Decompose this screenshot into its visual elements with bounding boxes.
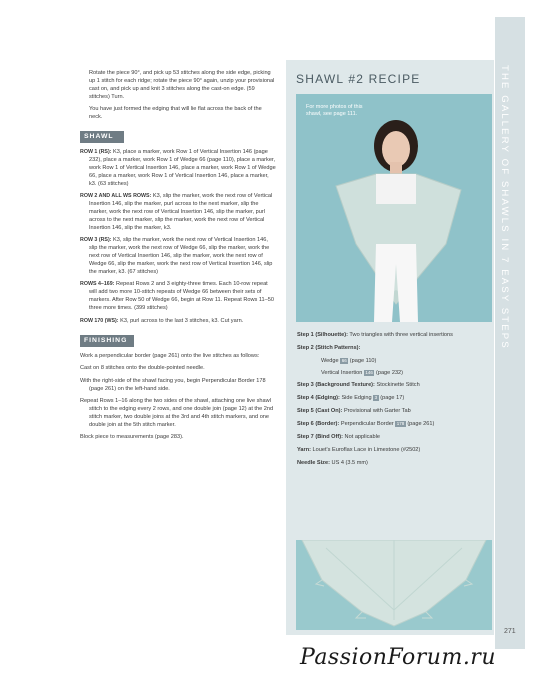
- row-text: Repeat Rows 2 and 3 eighty-three times. Each 10-row repeat will add two more 10-stitch repeats of Wedge 66 between their sets of markers. After Row 50 of Wedge 66, begin at Row 11. Repeat Rows 11–50 three more times. (399 stitches): [89, 281, 275, 312]
- step-label: Step 6 (Border):: [297, 421, 340, 427]
- shawl-model-photo: [296, 94, 492, 322]
- row-label: ROW 3 (RS):: [80, 237, 112, 244]
- pattern-tag: 178: [396, 421, 405, 426]
- step-text: Louet's Euroflax Lace in Limestone (#2502): [311, 447, 421, 453]
- row-text: K3, purl across to the last 3 stitches, k3. Cut yarn.: [118, 317, 244, 324]
- step-text: Provisional with Garter Tab: [342, 408, 411, 414]
- row-text: K3, slip the marker, work the next row of Vertical Insertion 146, slip the marker, purl across to the next marker, slip the marker, work the next row of Vertical Insertion 146, slip the marker, purl across to the next marker, slip the marker, work the next row of Vertical Insertion 146, slip the marker, k3.: [89, 193, 273, 231]
- step-5: [297, 407, 491, 415]
- step-text: Two triangles with three vertical insertions: [347, 332, 453, 338]
- step-2-insertion: [297, 369, 491, 377]
- step-3: [297, 381, 491, 389]
- row-label: ROW 170 (WS):: [80, 317, 119, 324]
- chapter-sidebar-title: THE GALLERY OF SHAWLS IN 7 EASY STEPS: [499, 65, 510, 350]
- shawl-row-1: [80, 149, 276, 189]
- step-text: Not applicable: [343, 434, 381, 440]
- shawl-row-3: [80, 237, 276, 277]
- step-7: [297, 433, 491, 441]
- yarn: [297, 446, 491, 454]
- step-text: Side Edging: [339, 395, 374, 401]
- step-label: Step 7 (Bind Off):: [297, 434, 343, 440]
- step-4: [297, 394, 491, 402]
- shawl-heading: SHAWL: [80, 131, 124, 143]
- step-label: Step 2 (Stitch Patterns):: [297, 345, 361, 351]
- pattern-tag: 3: [374, 395, 378, 400]
- step-6: [297, 420, 491, 428]
- step-label: Needle Size:: [297, 460, 330, 466]
- shawl-row-5: [80, 318, 276, 326]
- recipe-steps: [297, 331, 491, 472]
- finishing-paragraph-5: Block piece to measurements (page 283).: [80, 434, 184, 441]
- photo-note: For more photos of this shawl, see page 111.: [306, 104, 363, 117]
- shawl-flat-photo: [296, 540, 492, 630]
- finishing-paragraph-3: With the right-side of the shawl facing you, begin Perpendicular Border 178 (page 261) on the left-hand side.: [80, 377, 266, 392]
- row-text: K3, place a marker, work Row 1 of Vertical Insertion 146 (page 232), place a marker, work Row 1 of Wedge 66 (page 110), place a marker, work Row 1 of Vertical Insertion 146, place a marker, work Row 1 of Wedge 66, place a marker, work Row 1 of Vertical Insertion 146, place a marker, k3. (63 stitches): [89, 149, 276, 187]
- step-text: US 4 (3.5 mm): [329, 460, 368, 466]
- step-text: (page 110): [348, 358, 377, 364]
- step-label: Step 4 (Edging):: [297, 395, 340, 401]
- row-label: ROW 1 (RS):: [80, 149, 112, 156]
- page-number: 271: [504, 628, 516, 635]
- step-text: (page 261): [405, 421, 435, 427]
- step-text: Perpendicular Border: [339, 421, 396, 427]
- pattern-tag: 66: [341, 358, 347, 363]
- step-text: (page 232): [374, 370, 404, 376]
- intro-paragraph-2: You have just formed the edging that will lie flat across the back of the neck.: [89, 106, 262, 121]
- step-label: Yarn:: [297, 447, 311, 453]
- step-label: Step 5 (Cast On):: [297, 408, 343, 414]
- shawl-row-2: [80, 193, 276, 233]
- row-label: ROWS 4–169:: [80, 281, 115, 288]
- pattern-tag: 146: [365, 370, 373, 375]
- needle-size: [297, 459, 491, 467]
- finishing-paragraph-1: Work a perpendicular border (page 261) onto the live stitches as follows:: [80, 352, 260, 359]
- row-label: ROW 2 AND ALL WS ROWS:: [80, 193, 152, 200]
- finishing-paragraph-2: Cast on 8 stitches onto the double-pointed needle.: [80, 365, 205, 372]
- intro-paragraph-1: Rotate the piece 90°, and pick up 53 stitches along the side edge, picking up 1 stitch for each ridge; rotate the piece 90° again, unzip your provisional cast on, and pick up and knit 3 stitches along the cast-on edge. (59 stitches) Turn.: [89, 70, 275, 100]
- step-1: [297, 331, 491, 339]
- shawl-flat-illustration: [296, 540, 492, 630]
- finishing-heading: FINISHING: [80, 335, 134, 347]
- step-label: Step 1 (Silhouette):: [297, 332, 348, 338]
- step-text: (page 17): [378, 395, 405, 401]
- row-text: K3, slip the marker, work the next row of Vertical Insertion 146, slip the marker, work the next row of Wedge 66, slip the marker, work the next row of Vertical Insertion 146, slip the marker, work the next row of Wedge 66, slip the marker, work the next row of Vertical Insertion 146, slip the marker, k3. (67 stitches): [89, 237, 273, 276]
- step-2-wedge: [297, 357, 491, 365]
- watermark: PassionForum.ru: [300, 645, 496, 670]
- finishing-paragraph-4: Repeat Rows 1–16 along the two sides of the shawl, attaching one live shawl stitch to the edging every 2 rows, and one double join (page 12) at the 2nd stitch marker, two double joins at the 3rd and 4th stitch markers, and one double join at the 5th stitch marker.: [80, 398, 274, 428]
- step-text: Vertical Insertion: [321, 370, 364, 376]
- left-column: [80, 70, 276, 447]
- step-label: Step 3 (Background Texture):: [297, 382, 375, 388]
- step-text: Wedge: [321, 358, 341, 364]
- step-text: Stockinette Stitch: [374, 382, 420, 388]
- step-2: [297, 344, 491, 352]
- shawl-row-4: [80, 281, 276, 313]
- recipe-title: SHAWL #2 RECIPE: [296, 72, 421, 86]
- model-illustration: [296, 94, 492, 322]
